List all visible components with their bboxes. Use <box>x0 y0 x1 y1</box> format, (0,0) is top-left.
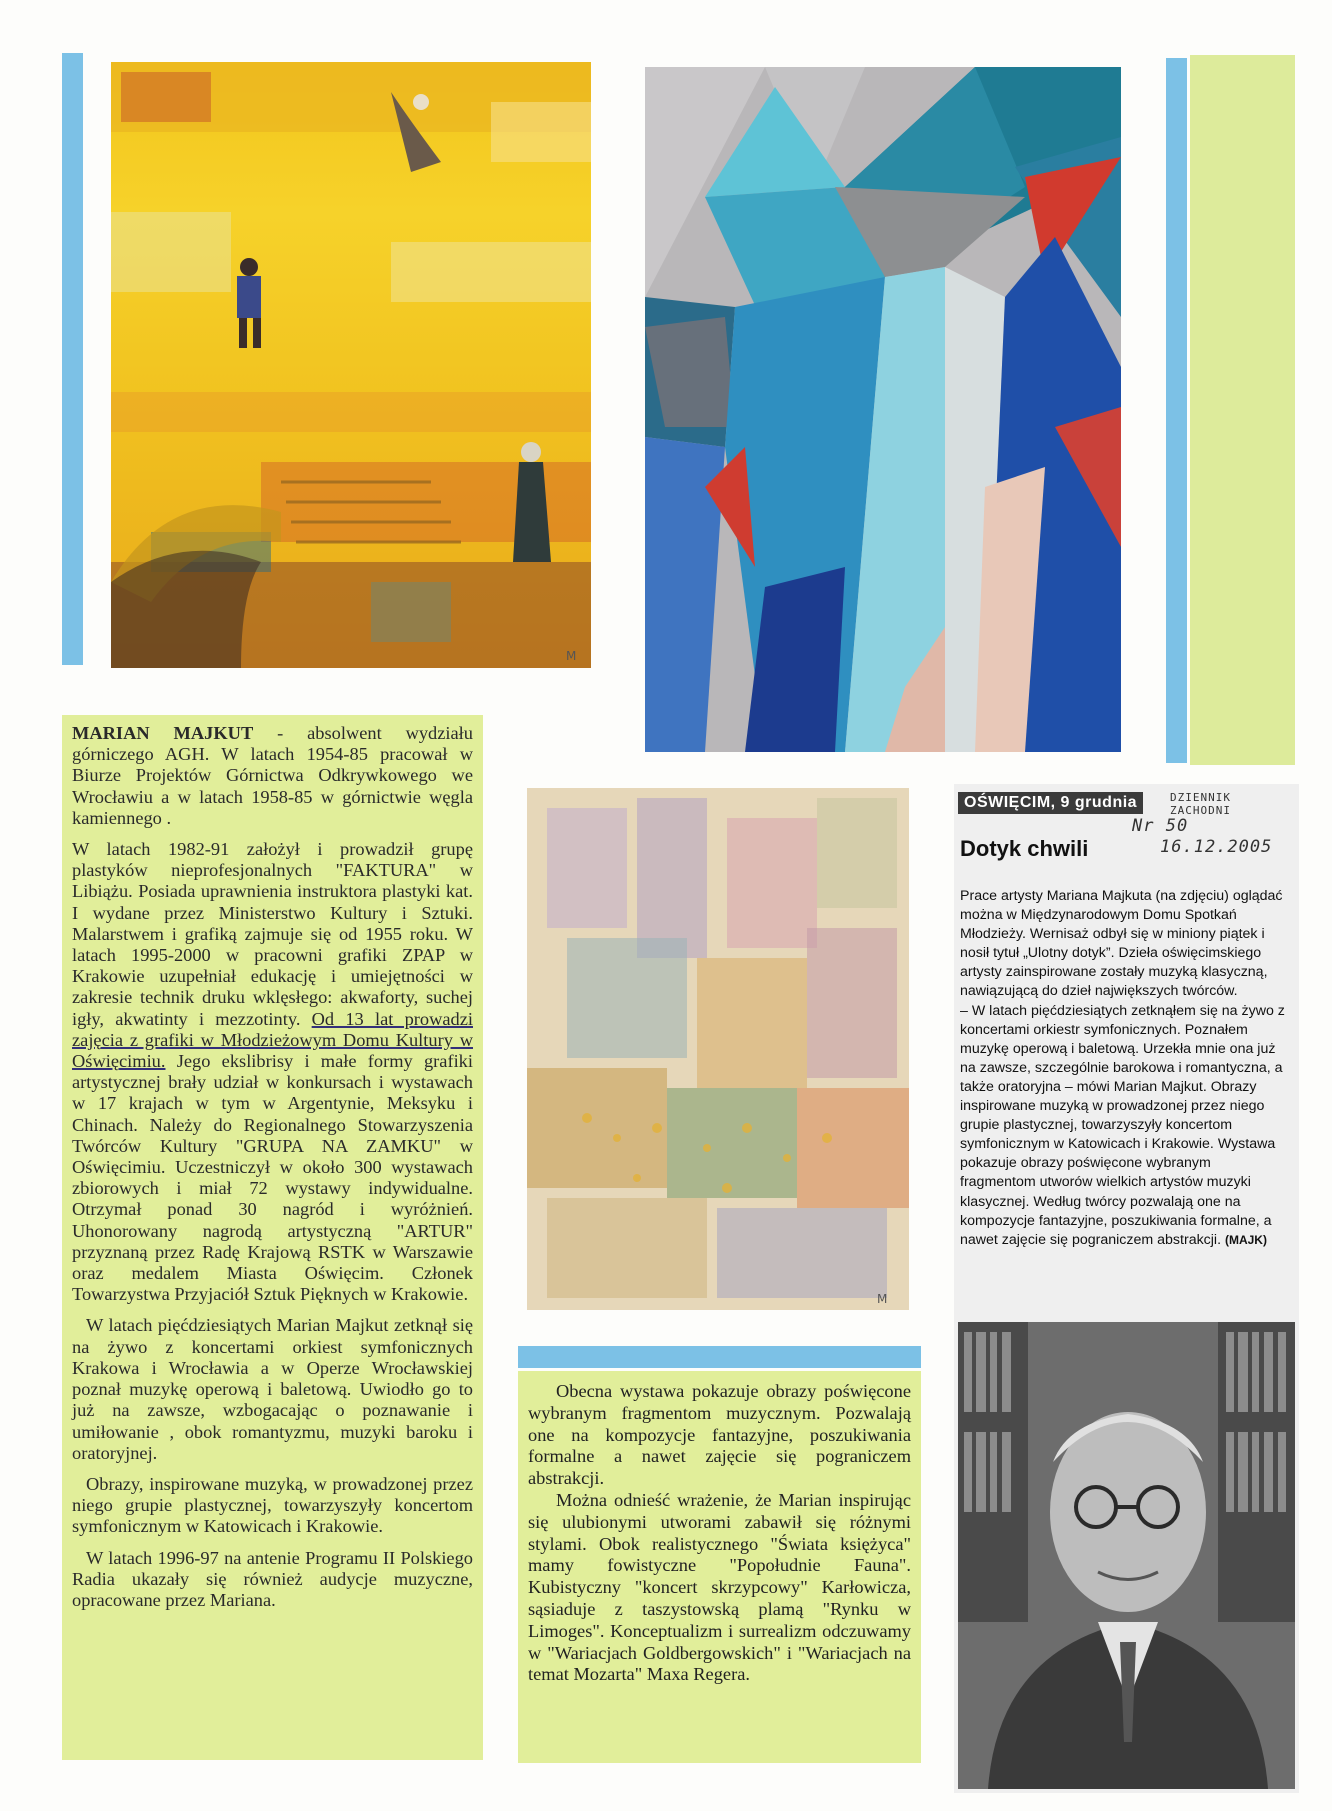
pastel-painting-signature: M <box>877 1292 888 1306</box>
handwritten-newspaper-2: ZACHODNI <box>1170 804 1231 817</box>
right-green-panel <box>1190 55 1295 765</box>
bio-p2-after: Jego ekslibrisy i małe formy grafiki artystycznej brały udział w konkursach i wystawach w 17 krajach w tym w Argentynie, Meksyku i Chinach. Należy do Regionalnego Stowarzyszenia Twórców Kultury "GRUPA NA ZAMKU" w Oświęcimiu. Uczestniczył w około 300 wystawach zbiorowych i miał 72 wystawy indywidualne. Otrzymał ponad 30 nagród i wyróżnień. Uhonorowany nagrodą artystyczną "ARTUR" przyznaną przez Radę Krajową RSTK w Warszawie oraz medalem Miasta Oświęcim. Członek Towarzystwa Przyjaciół Sztuk Pięknych w Krakowie. <box>72 1051 473 1305</box>
bio-p1-text: - absolwent wydziału górniczego AGH. W latach 1954-85 pracował w Biurze Projektów Górnictwa Odkrywkowego we Wrocławiu a w latach 1958-85 w górnictwie węgla kamiennego . <box>72 723 473 828</box>
pastel-abstract-painting <box>527 788 909 1310</box>
exhibit-paragraph-1: Obecna wystawa pokazuje obrazy poświęcone wybranym fragmentom muzycznym. Pozwalają one na kompozycje fantazyjne, poszukiwania formalne a nawet zajęcie się pograniczem abstrakcji. <box>528 1381 911 1489</box>
left-blue-strip <box>62 53 83 665</box>
clipping-dateline: OŚWIĘCIM, 9 grudnia <box>958 792 1143 814</box>
clipping-byline: (MAJK) <box>1224 1232 1267 1247</box>
bio-p2-underlined: Od 13 lat prowadzi zajęcia z grafiki w Młodzieżowym Domu Kultury w Oświęcimiu. <box>72 1008 473 1072</box>
bio-paragraph-4: Obrazy, inspirowane muzyką, w prowadzonej przez niego grupie plastycznej, towarzyszyły koncertom symfonicznym w Katowicach i Krakowie. <box>72 1473 473 1537</box>
bio-paragraph-5: W latach 1996-97 na antenie Programu II Polskiego Radia ukazały się również audycje muzyczne, opracowane przez Mariana. <box>72 1547 473 1610</box>
clipping-quote <box>960 1002 1288 1250</box>
clipping-intro: Prace artysty Mariana Majkuta (na zdjęciu) oglądać można w Międzynarodowym Domu Spotkań Młodzieży. Wernisaż odbył się w miniony piątek i nosił tytuł „Ulotny dotyk”. Dzieła oświęcimskiego artysty zainspirowane zostały muzyką klasyczną, nawiązującą do dzieł największych twórców. <box>960 888 1283 1000</box>
biography-panel <box>62 715 483 1760</box>
bio-paragraph-1 <box>72 723 473 829</box>
handwritten-date: 16.12.2005 <box>1160 837 1273 857</box>
clipping-quote-text: – W latach pięćdziesiątych zetknąłem się na żywo z koncertami orkiestr symfonicznych. Poznałem muzykę operową i baletową. Urzekła mnie ona już na zawsze, szczególnie barokowa i romantyczna, a także oratoryjna – mówi Marian Majkut. Obrazy inspirowane muzyką w prowadzonej przez niego grupie plastycznej, towarzyszyły koncertom symfonicznym w Katowicach i Krakowie. Wystawa pokazuje obrazy poświęcone wybranym fragmentom utworów wielkich artystów muzyki klasycznej. Według twórcy pozwalają one na kompozycje fantazyjne, poszukiwania formalne, a nawet zajęcie się pograniczem abstrakcji. <box>960 1002 1285 1248</box>
newspaper-clipping <box>954 784 1299 1793</box>
right-blue-strip <box>1166 58 1187 763</box>
yellow-painting-signature: M <box>566 649 577 663</box>
artist-name: MARIAN MAJKUT <box>72 723 254 743</box>
bio-paragraph-3: W latach pięćdziesiątych Marian Majkut zetknął się na żywo z koncertami orkiest symfonicznych Krakowa i Wrocławia a w Operze Wrocławskiej poznał muzykę operową i baletową. Uwiodło go to już na zawsze, wzbogacając o poznawanie i umiłowanie , obok romantyzmu, muzyki baroku i oratoryjnej. <box>72 1315 473 1463</box>
artist-photo <box>958 1322 1295 1789</box>
bio-paragraph-2 <box>72 839 473 1305</box>
clipping-title: Dotyk chwili <box>960 836 1089 861</box>
handwritten-issue: Nr 50 <box>1132 816 1189 836</box>
exhibition-panel <box>518 1371 921 1763</box>
bio-p2-before: W latach 1982-91 założył i prowadził grupę plastyków nieprofesjonalnych "FAKTURA" w Libiążu. Posiada uprawnienia instruktora plastyki kat. I wydane przez Ministerstwo Kultury i Sztuki. Malarstwem i grafiką zajmuje się od 1955 roku. W latach 1995-2000 w pracowni grafiki ZPAP w Krakowie uzupełniał edukację i umiejętności w zakresie technik druku wklęsłego: akwaforty, suchej igły, akwatinty i mezzotinty. <box>72 839 473 1029</box>
clipping-body <box>960 887 1288 1250</box>
handwritten-newspaper-1: DZIENNIK <box>1170 791 1231 804</box>
middle-blue-strip <box>518 1346 921 1368</box>
exhibit-paragraph-2: Można odnieść wrażenie, że Marian inspirując się ulubionymi utworami zabawił się różnymi stylami. Obok realistycznego "Świata księżyca" mamy fowistyczne "Popołudnie Fauna". Kubistyczny "koncert skrzypcowy" Karłowicza, sąsiaduje z taszystowską plamą "Rynku w Limoges". Konceptualizm i surrealizm odczuwamy w "Wariacjach Goldbergowskich" i "Wariacjach na temat Mozarta" Maxa Regera. <box>528 1489 911 1685</box>
yellow-bridge-painting <box>111 62 591 668</box>
blue-geometric-painting <box>645 67 1121 752</box>
